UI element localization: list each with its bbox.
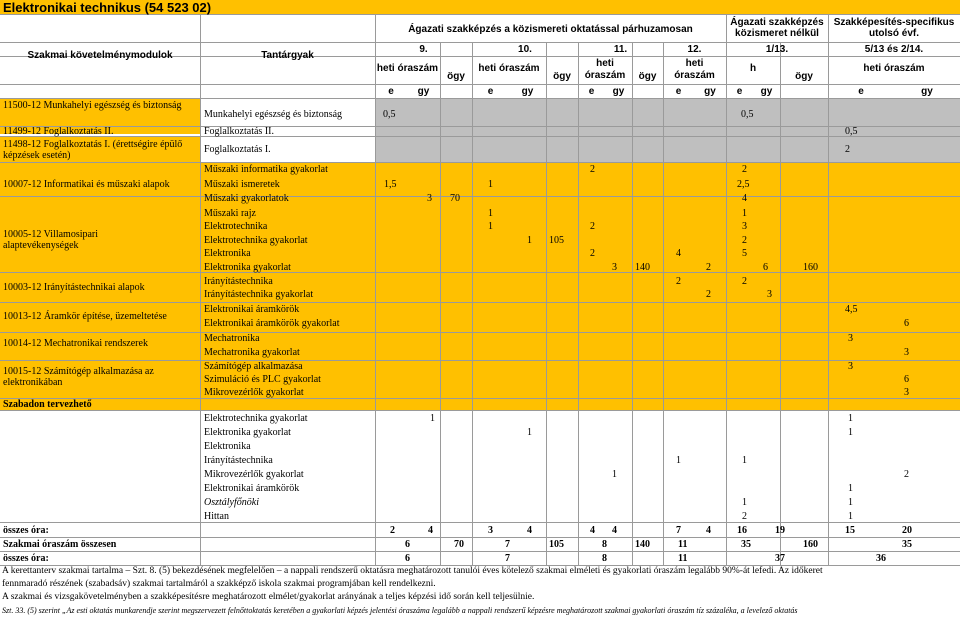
subject-label: Elektronikai áramkörök gyakorlat bbox=[204, 318, 340, 329]
module-label: 11499-12 Foglalkoztatás II. bbox=[3, 126, 114, 137]
cell-value: 1,5 bbox=[384, 179, 397, 190]
total-value: 4 bbox=[428, 525, 433, 536]
ogy-label: ögy bbox=[795, 71, 813, 82]
cell-value: 0,5 bbox=[845, 126, 858, 137]
weekly-hours-label: heti óraszám bbox=[478, 63, 540, 74]
footnote: A szakmai és vizsgakövetelményben a szakképesítésre meghatározott elmélet/gyakorlat arányának a teljes képzési idő során kell teljesülnie. bbox=[2, 592, 535, 602]
year-11: 11. bbox=[613, 44, 628, 55]
subject-label: Munkahelyi egészség és biztonság bbox=[204, 109, 343, 120]
total-value: 70 bbox=[454, 539, 464, 550]
cell-value: 1 bbox=[612, 469, 617, 480]
e-label: e bbox=[487, 86, 494, 97]
cell-value: 3 bbox=[612, 262, 617, 273]
total-value: 8 bbox=[602, 539, 607, 550]
cell-value: 2 bbox=[706, 289, 711, 300]
subject-label: Elektrotechnika bbox=[204, 221, 268, 232]
subject-label: Elektrotechnika gyakorlat bbox=[204, 235, 308, 246]
total-value: 36 bbox=[876, 553, 886, 564]
e-label: e bbox=[858, 86, 864, 97]
e-label: e bbox=[675, 86, 682, 97]
modules-header: Szakmai követelménymodulok bbox=[27, 50, 173, 61]
subject-label: Irányítástechnika gyakorlat bbox=[204, 289, 314, 300]
module-label: 11500-12 Munkahelyi egészség és biztonság bbox=[3, 100, 182, 111]
cell-value: 1 bbox=[742, 497, 747, 508]
cell-value: 160 bbox=[803, 262, 818, 273]
footnote: fennmaradó részének (szabadsáv) szakmai tartalmáról a szakképző iskola szakmai programjában kell rendelkezni. bbox=[2, 579, 436, 589]
module-label: 10007-12 Informatikai és műszaki alapok bbox=[3, 179, 170, 190]
total-value: 4 bbox=[612, 525, 617, 536]
cell-value: 1 bbox=[430, 413, 435, 424]
weekly-label: heti bbox=[596, 58, 614, 69]
year-12: 12. bbox=[687, 44, 702, 55]
module-label: 10015-12 Számítógép alkalmazása az elektronikában bbox=[3, 366, 154, 388]
footnote: Szt. 33. (5) szerint „Az esti oktatás munkarendje szerint megszervezett felnőttoktatás keretében a gyakorlati képzés jelentési óraszáma legalább a nappali rendszerű képzésre meghatározott szakmai gyakorlati óraszám tíz százaléka, a levelező oktatás bbox=[2, 606, 798, 615]
cell-value: 1 bbox=[488, 179, 493, 190]
module-label: Szabadon tervezhető bbox=[3, 399, 92, 410]
cell-value: 3 bbox=[742, 221, 747, 232]
gy-label: gy bbox=[760, 86, 773, 97]
cell-value: 3 bbox=[848, 333, 853, 344]
ogy-label: ögy bbox=[447, 71, 465, 82]
subject-label: Elektronika gyakorlat bbox=[204, 262, 291, 273]
e-label: e bbox=[388, 86, 394, 97]
cell-value: 1 bbox=[848, 413, 853, 424]
year-1-13: 1/13. bbox=[765, 44, 789, 55]
subject-label: Műszaki gyakorlatok bbox=[204, 193, 289, 204]
cell-value: 2 bbox=[590, 164, 595, 175]
total-value: 140 bbox=[635, 539, 650, 550]
subject-label: Mechatronika bbox=[204, 333, 260, 344]
ogy-label: ögy bbox=[553, 71, 571, 82]
cell-value: 2 bbox=[590, 221, 595, 232]
total-value: 4 bbox=[590, 525, 595, 536]
totals-label: összes óra: bbox=[3, 525, 49, 536]
cell-value: 4 bbox=[676, 248, 681, 259]
page-title: Elektronikai technikus (54 523 02) bbox=[3, 0, 212, 15]
module-label: 10003-12 Irányítástechnikai alapok bbox=[3, 282, 145, 293]
subject-label: Elektronika gyakorlat bbox=[204, 427, 291, 438]
totals-label: összes óra: bbox=[3, 553, 49, 564]
total-value: 19 bbox=[775, 525, 785, 536]
total-value: 8 bbox=[602, 553, 607, 564]
specific-header: Szakképesítés-specifikus utolsó évf. bbox=[833, 17, 955, 39]
gray-block bbox=[780, 136, 960, 162]
total-value: 7 bbox=[676, 525, 681, 536]
cell-value: 0,5 bbox=[741, 109, 754, 120]
ogy-label: ögy bbox=[638, 71, 657, 82]
cell-value: 3 bbox=[427, 193, 432, 204]
cell-value: 2 bbox=[742, 164, 747, 175]
cell-value: 3 bbox=[904, 347, 909, 358]
cell-value: 1 bbox=[527, 235, 532, 246]
total-value: 20 bbox=[902, 525, 912, 536]
cell-value: 6 bbox=[763, 262, 768, 273]
totals-label: Szakmai óraszám összesen bbox=[3, 539, 117, 550]
total-value: 2 bbox=[390, 525, 395, 536]
cell-value: 5 bbox=[742, 248, 747, 259]
total-value: 6 bbox=[405, 539, 410, 550]
subject-label: Számítógép alkalmazása bbox=[204, 361, 303, 372]
module-label: 10014-12 Mechatronikai rendszerek bbox=[3, 338, 148, 349]
cell-value: 1 bbox=[848, 427, 853, 438]
total-value: 6 bbox=[405, 553, 410, 564]
hours-label: óraszám bbox=[674, 70, 715, 81]
module-label: 11498-12 Foglalkoztatás I. (érettségire épülő képzések esetén) bbox=[3, 139, 183, 161]
total-value: 15 bbox=[845, 525, 855, 536]
cell-value: 2 bbox=[676, 276, 681, 287]
parallel-header: Ágazati szakképzés a közismereti oktatással párhuzamosan bbox=[408, 24, 693, 35]
subject-label: Elektronikai áramkörök bbox=[204, 304, 300, 315]
cell-value: 2 bbox=[706, 262, 711, 273]
subject-label: Foglalkoztatás II. bbox=[204, 126, 274, 137]
subject-label: Műszaki informatika gyakorlat bbox=[204, 164, 328, 175]
total-value: 37 bbox=[775, 553, 785, 564]
subject-label: Osztályfőnöki bbox=[204, 497, 259, 508]
total-value: 4 bbox=[706, 525, 711, 536]
cell-value: 1 bbox=[488, 208, 493, 219]
cell-value: 105 bbox=[549, 235, 564, 246]
total-value: 16 bbox=[737, 525, 747, 536]
subject-label: Irányítástechnika bbox=[204, 455, 273, 466]
cell-value: 1 bbox=[527, 427, 532, 438]
subject-label: Hittan bbox=[204, 511, 229, 522]
gy-label: gy bbox=[417, 86, 430, 97]
cell-value: 0,5 bbox=[383, 109, 396, 120]
total-value: 7 bbox=[505, 553, 510, 564]
cell-value: 4 bbox=[742, 193, 747, 204]
cell-value: 1 bbox=[676, 455, 681, 466]
e-label: e bbox=[736, 86, 743, 97]
gy-label: gy bbox=[612, 86, 625, 97]
subject-label: Elektronikai áramkörök bbox=[204, 483, 300, 494]
cell-value: 3 bbox=[767, 289, 772, 300]
cell-value: 2 bbox=[742, 276, 747, 287]
subject-label: Mikrovezérlők gyakorlat bbox=[204, 469, 304, 480]
module-label: 10005-12 Villamosipari alaptevékenységek bbox=[3, 229, 99, 251]
subject-label: Elektronika bbox=[204, 248, 251, 259]
e-label: e bbox=[588, 86, 595, 97]
gy-label: gy bbox=[521, 86, 534, 97]
cell-value: 4,5 bbox=[845, 304, 858, 315]
cell-value: 2 bbox=[742, 235, 747, 246]
total-value: 11 bbox=[678, 553, 688, 564]
subject-label: Szimuláció és PLC gyakorlat bbox=[204, 374, 321, 385]
cell-value: 1 bbox=[488, 221, 493, 232]
cell-value: 6 bbox=[904, 374, 909, 385]
subjects-header: Tantárgyak bbox=[261, 50, 314, 61]
total-value: 105 bbox=[549, 539, 564, 550]
subject-label: Mikrovezérlők gyakorlat bbox=[204, 387, 304, 398]
cell-value: 3 bbox=[904, 387, 909, 398]
total-value: 4 bbox=[527, 525, 532, 536]
weekly-hours-label: heti óraszám bbox=[863, 63, 925, 74]
year-9: 9. bbox=[419, 44, 428, 55]
gy-label: gy bbox=[921, 86, 933, 97]
cell-value: 2 bbox=[845, 144, 850, 155]
subject-label: Irányítástechnika bbox=[204, 276, 273, 287]
hours-label: óraszám bbox=[584, 70, 626, 81]
total-value: 35 bbox=[741, 539, 751, 550]
h-label: h bbox=[749, 63, 757, 74]
year-10: 10. bbox=[518, 44, 532, 55]
total-value: 11 bbox=[678, 539, 688, 550]
subject-label: Elektronika bbox=[204, 441, 251, 452]
cell-value: 140 bbox=[635, 262, 650, 273]
weekly-hours-label: heti óraszám bbox=[376, 63, 439, 74]
cell-value: 2 bbox=[904, 469, 909, 480]
subject-label: Foglalkoztatás I. bbox=[204, 144, 271, 155]
total-value: 35 bbox=[902, 539, 912, 550]
without-general-header: Ágazati szakképzés közismeret nélkül bbox=[730, 17, 824, 39]
subject-label: Műszaki ismeretek bbox=[204, 179, 280, 190]
module-label: 10013-12 Áramkör építése, üzemeltetése bbox=[3, 311, 167, 322]
cell-value: 2,5 bbox=[737, 179, 750, 190]
total-value: 7 bbox=[505, 539, 510, 550]
subject-label: Elektrotechnika gyakorlat bbox=[204, 413, 308, 424]
cell-value: 1 bbox=[848, 497, 853, 508]
cell-value: 1 bbox=[742, 455, 747, 466]
cell-value: 1 bbox=[848, 511, 853, 522]
cell-value: 6 bbox=[904, 318, 909, 329]
cell-value: 2 bbox=[590, 248, 595, 259]
subject-label: Mechatronika gyakorlat bbox=[204, 347, 300, 358]
gy-label: gy bbox=[704, 86, 716, 97]
weekly-label: heti bbox=[685, 58, 704, 69]
cell-value: 70 bbox=[450, 193, 460, 204]
subject-label: Műszaki rajz bbox=[204, 208, 256, 219]
footnote: A kerettanterv szakmai tartalma – Szt. 8. (5) bekezdésének megfelelően – a nappali rendszerű oktatásra meghatározott tanulói éves kötelező szakmai elméleti és gyakorlati óraszám legalább 90%-át lefedi. Az időkeret bbox=[2, 566, 823, 576]
cell-value: 1 bbox=[848, 483, 853, 494]
total-value: 3 bbox=[488, 525, 493, 536]
cell-value: 2 bbox=[742, 511, 747, 522]
year-5-13: 5/13 és 2/14. bbox=[864, 44, 924, 55]
total-value: 160 bbox=[803, 539, 818, 550]
cell-value: 3 bbox=[848, 361, 853, 372]
cell-value: 1 bbox=[742, 208, 747, 219]
